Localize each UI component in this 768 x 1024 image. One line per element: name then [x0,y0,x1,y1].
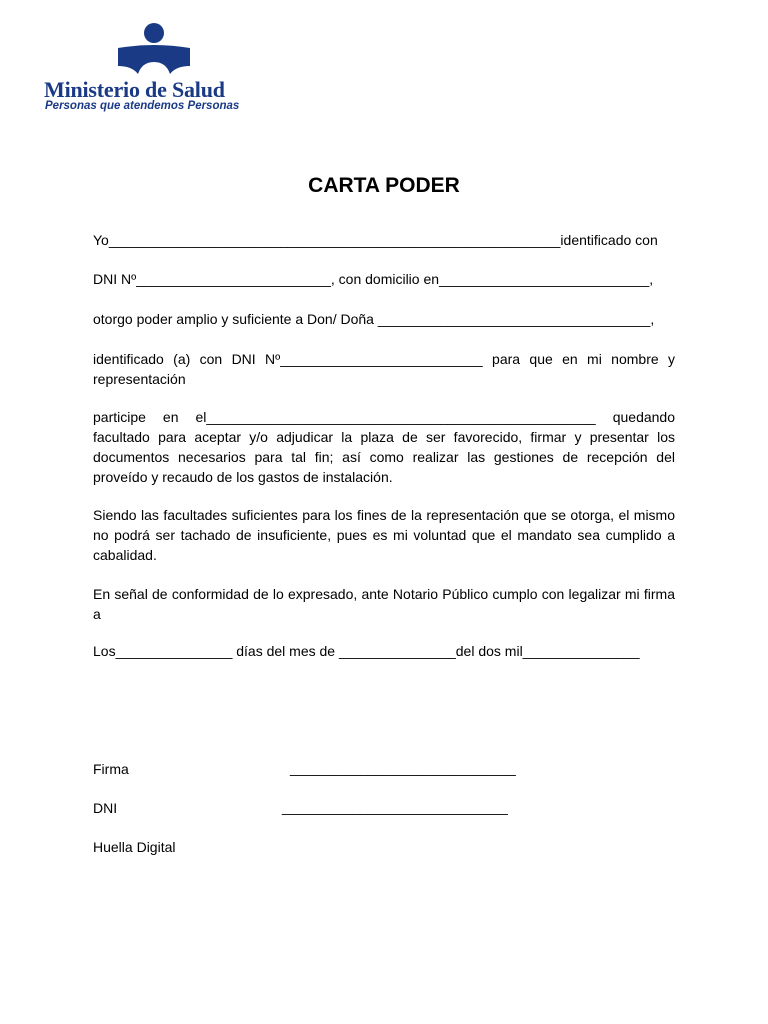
dni-blank: _____________________________ [282,799,508,815]
huella-digital-label: Huella Digital [93,839,176,855]
grant-power-line: otorgo poder amplio y suficiente a Don/ Doña ___________________________________, [93,311,655,327]
representation-paragraph: identificado (a) con DNI Nº__________________________ para que en mi nombre y representación [93,351,675,387]
firma-label: Firma [93,761,129,777]
firma-blank: _____________________________ [290,760,516,776]
document-title: CARTA PODER [308,174,460,197]
org-slogan: Personas que atendemos Personas [45,100,240,112]
participation-paragraph: participe en el__________________________________________________ quedando facultado para aceptar y/o adjudicar la plaza de ser favorecido, firmar y presentar los documentos necesarios para tal fin; así como realizar las gestiones de recepción del proveído y recaudo de los gastos de instalación. [93,409,675,485]
dni-label: DNI [93,800,118,816]
org-name: Ministerio de Salud [44,77,225,102]
declarant-line: Yo__________________________________________________________identificado con [93,232,658,248]
dni-address-line: DNI Nº_________________________, con domicilio en___________________________, [93,271,654,287]
ministerio-logo [40,22,270,114]
ministerio-emblem-icon [116,22,196,78]
conformity-paragraph: En señal de conformidad de lo expresado, ante Notario Público cumplo con legalizar mi firma a [93,586,675,622]
date-line: Los_______________ días del mes de _______________del dos mil_______________ [93,643,640,659]
faculties-paragraph: Siendo las facultades suficientes para los fines de la representación que se otorga, el mismo no podrá ser tachado de insuficiente, pues es mi voluntad que el mandato sea cumplido a cabalidad. [93,507,675,563]
